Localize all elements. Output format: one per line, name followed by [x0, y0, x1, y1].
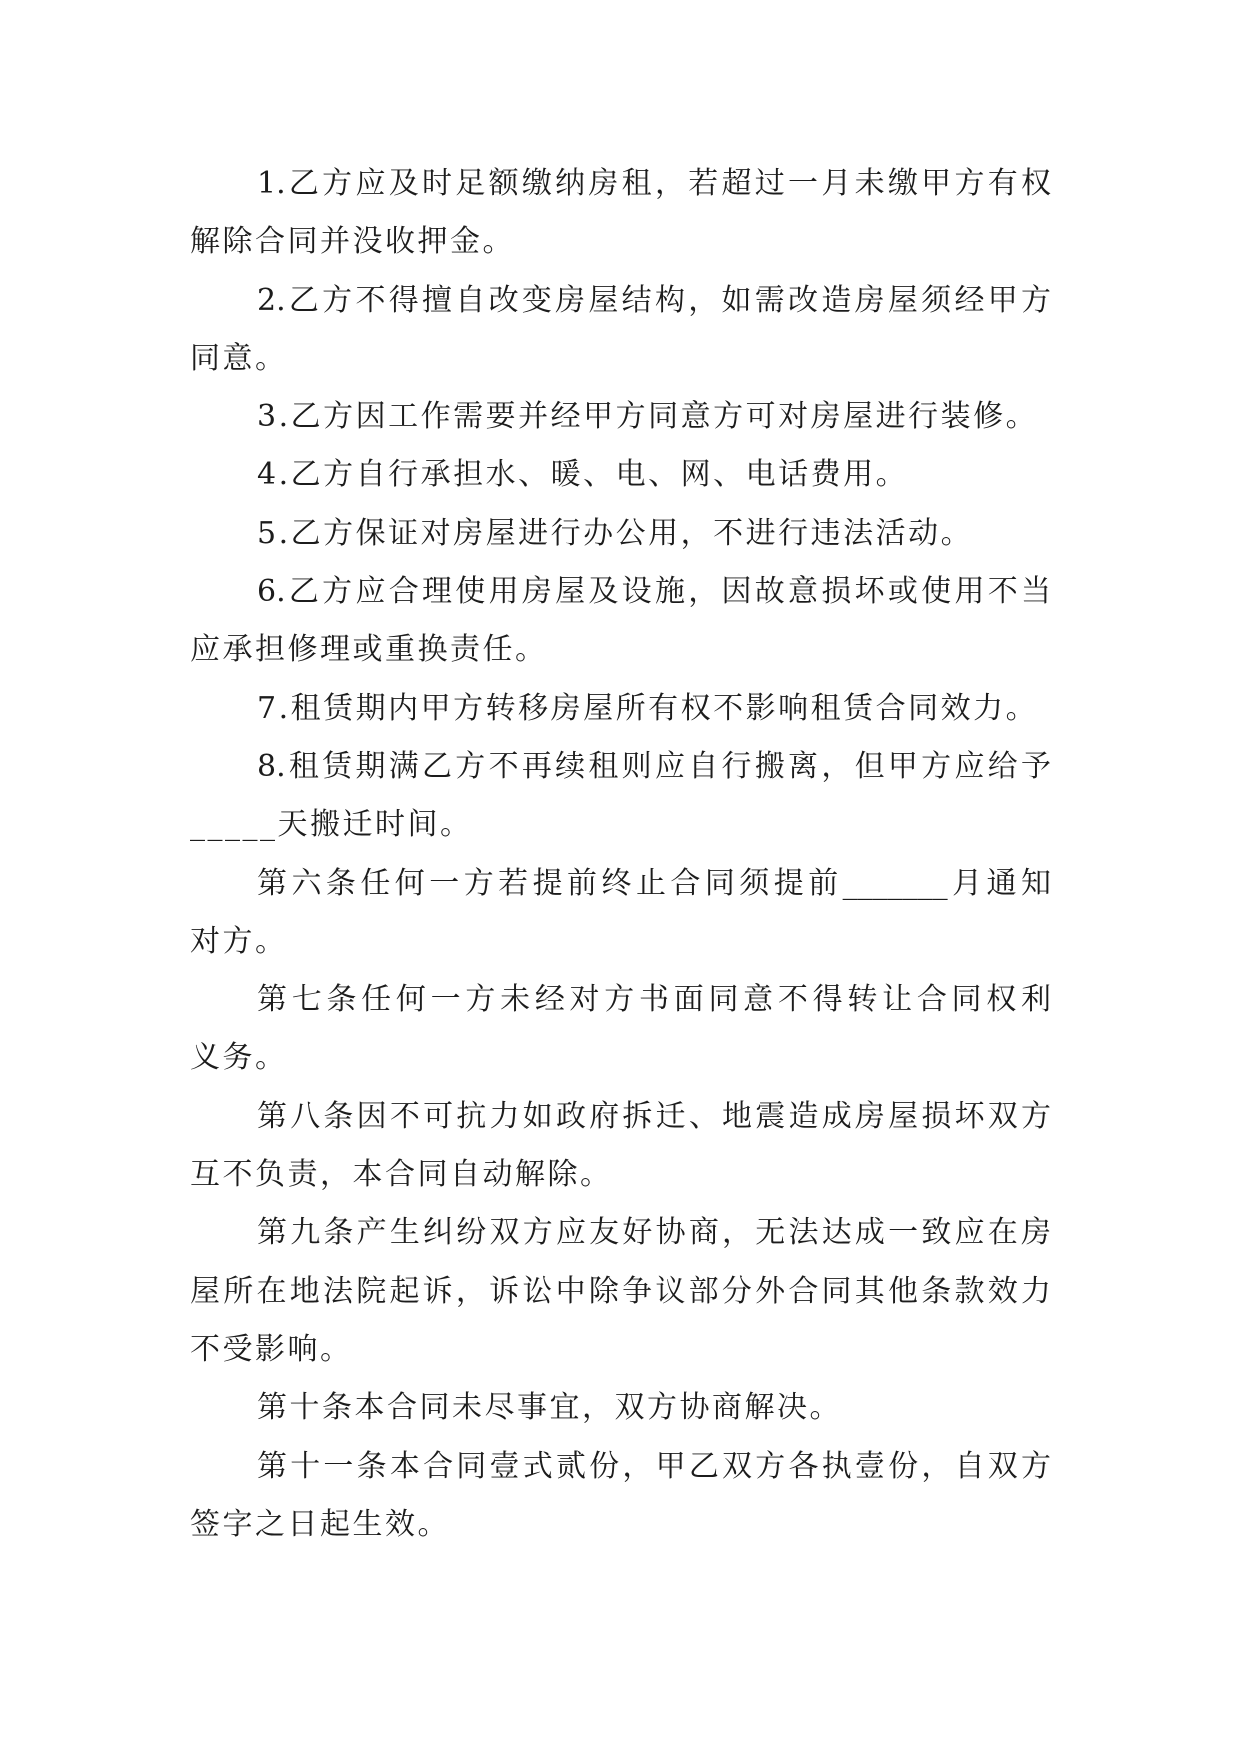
clause-line: 8.租赁期满乙方不再续租则应自行搬离，但甲方应给予 [257, 748, 1051, 784]
clause-line: 2.乙方不得擅自改变房屋结构，如需改造房屋须经甲方 [257, 282, 1051, 318]
article-line: 对方。 [190, 923, 288, 959]
clause-item-8 [190, 738, 1051, 855]
article-9 [190, 1204, 1051, 1379]
article-line: 第六条任何一方若提前终止合同须提前_______月通知 [257, 865, 1051, 901]
clause-line: 4.乙方自行承担水、暖、电、网、电话费用。 [257, 457, 909, 493]
article-line: 第九条产生纠纷双方应友好协商，无法达成一致应在房 [257, 1215, 1051, 1251]
clause-item-5 [190, 505, 1051, 563]
clause-item-1 [190, 155, 1051, 272]
clause-line: 6.乙方应合理使用房屋及设施，因故意损坏或使用不当 [257, 574, 1051, 610]
article-7 [190, 971, 1051, 1088]
clause-line: 7.租赁期内甲方转移房屋所有权不影响租赁合同效力。 [257, 690, 1039, 726]
clause-line: 1.乙方应及时足额缴纳房租，若超过一月未缴甲方有权 [257, 166, 1051, 201]
clause-item-3 [190, 388, 1051, 446]
article-line: 义务。 [190, 1040, 288, 1076]
clause-item-6 [190, 563, 1051, 680]
clause-line: 5.乙方保证对房屋进行办公用，不进行违法活动。 [257, 515, 974, 551]
article-8 [190, 1088, 1051, 1205]
clause-item-7 [190, 680, 1051, 738]
clause-item-2 [190, 272, 1051, 389]
article-line: 签字之日起生效。 [190, 1506, 450, 1542]
article-line: 互不负责，本合同自动解除。 [190, 1157, 613, 1193]
article-6 [190, 855, 1051, 972]
article-line: 第八条因不可抗力如政府拆迁、地震造成房屋损坏双方 [257, 1098, 1051, 1134]
contract-body [190, 155, 1051, 1554]
clause-line: _____天搬迁时间。 [190, 807, 473, 843]
clause-line: 3.乙方因工作需要并经甲方同意方可对房屋进行装修。 [257, 399, 1039, 435]
clause-line: 解除合同并没收押金。 [190, 224, 515, 260]
clause-line: 应承担修理或重换责任。 [190, 632, 548, 668]
article-line: 不受影响。 [190, 1331, 353, 1367]
clause-line: 同意。 [190, 340, 288, 376]
article-line: 第七条任何一方未经对方书面同意不得转让合同权利 [257, 982, 1051, 1018]
clause-item-4 [190, 446, 1051, 504]
article-10 [190, 1379, 1051, 1437]
article-line: 第十一条本合同壹式贰份，甲乙双方各执壹份，自双方 [257, 1448, 1051, 1484]
article-line: 屋所在地法院起诉，诉讼中除争议部分外合同其他条款效力 [190, 1273, 1051, 1309]
article-11 [190, 1438, 1051, 1555]
article-line: 第十条本合同未尽事宜，双方协商解决。 [257, 1390, 842, 1426]
